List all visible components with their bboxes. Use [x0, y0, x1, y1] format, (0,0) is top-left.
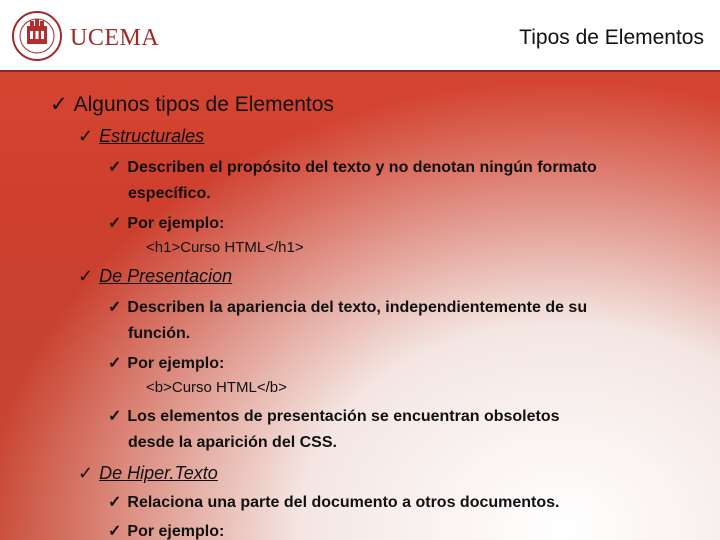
bullet-presentation-example: ✓ Por ejemplo: — [108, 355, 225, 372]
bullet-structural-desc: ✓ Describen el propósito del texto y no denotan ningún formato — [108, 159, 597, 176]
code-example-b: <b>Curso HTML</b> — [146, 379, 287, 396]
check-icon: ✓ — [78, 126, 94, 146]
check-icon: ✓ — [50, 93, 68, 116]
bullet-level1: ✓ Algunos tipos de Elementos — [50, 93, 334, 116]
check-icon: ✓ — [108, 299, 122, 316]
bullet-presentation-desc: ✓ Describen la apariencia del texto, independientemente de su — [108, 299, 588, 316]
bullet-hypertext-desc: ✓ Relaciona una parte del documento a otros documentos. — [108, 494, 560, 511]
bullet-presentation-desc-cont: función. — [128, 325, 191, 342]
bullet-structural-desc-cont: específico. — [128, 185, 211, 202]
bullet-structural-example: ✓ Por ejemplo: — [108, 215, 225, 232]
check-icon: ✓ — [108, 355, 122, 372]
bullet-presentation-title: ✓ De Presentacion — [78, 266, 233, 286]
svg-text:UCEMA: UCEMA — [70, 25, 160, 51]
check-icon: ✓ — [108, 215, 122, 232]
bullet-hypertext-title: ✓ De Hiper.Texto — [78, 463, 218, 483]
slide-title: Tipos de Elementos — [519, 26, 704, 49]
check-icon: ✓ — [108, 408, 122, 425]
code-example-h1: <h1>Curso HTML</h1> — [146, 239, 304, 256]
bullet-presentation-obsolete-cont: desde la aparición del CSS. — [128, 434, 337, 451]
check-icon: ✓ — [108, 494, 122, 511]
bullet-hypertext-example: ✓ Por ejemplo: — [108, 523, 225, 540]
check-icon: ✓ — [108, 523, 122, 540]
bullet-presentation-obsolete: ✓ Los elementos de presentación se encuentran obsoletos — [108, 408, 560, 425]
bullet-structural-title: ✓ Estructurales — [78, 126, 205, 146]
check-icon: ✓ — [78, 463, 94, 483]
check-icon: ✓ — [108, 159, 122, 176]
check-icon: ✓ — [78, 266, 94, 286]
